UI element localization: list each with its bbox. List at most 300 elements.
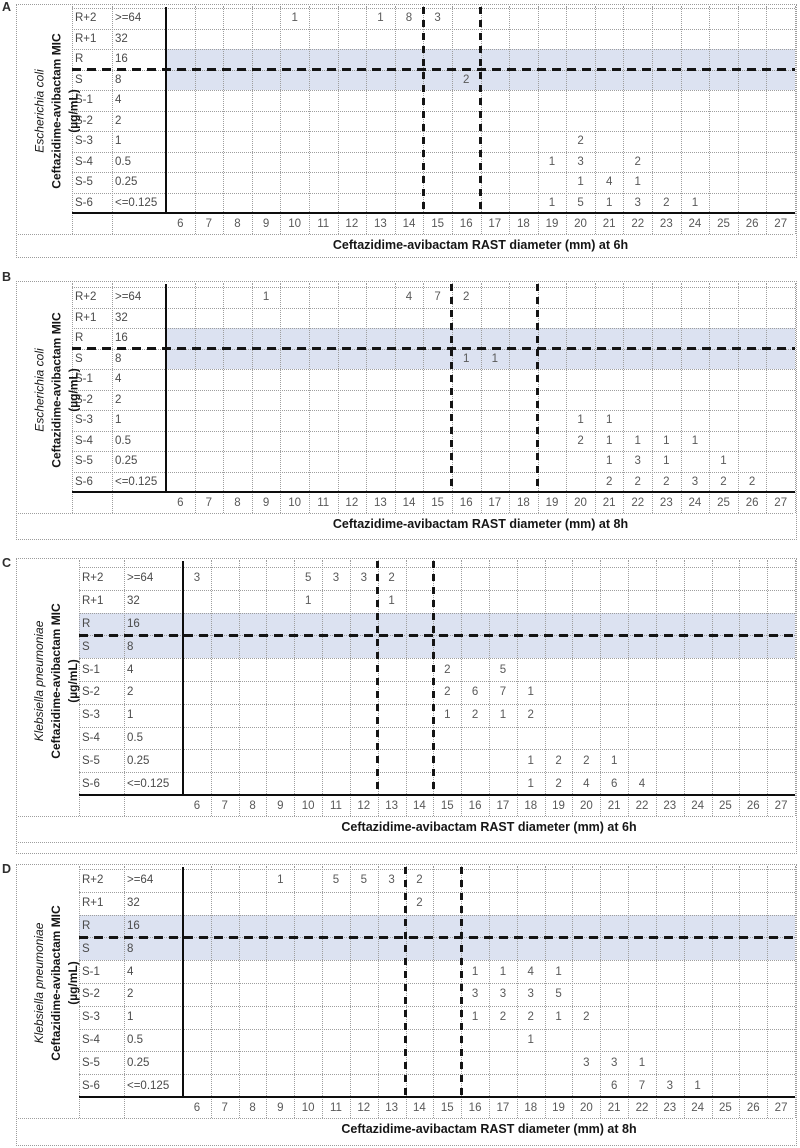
x-tick-label: 17 xyxy=(488,218,502,230)
grid-hline xyxy=(72,390,795,391)
count-cell: 3 xyxy=(527,988,534,1001)
grid-hline xyxy=(79,869,795,870)
row-mic-label: 8 xyxy=(115,73,122,86)
count-cell: 2 xyxy=(577,434,584,447)
grid-hline xyxy=(72,451,795,452)
count-cell: 1 xyxy=(691,196,699,209)
grid-vline xyxy=(280,283,281,513)
row-mic-label: 8 xyxy=(127,640,134,653)
x-tick-label: 22 xyxy=(635,1102,649,1114)
grid-hline xyxy=(72,287,795,288)
count-cell: 1 xyxy=(377,12,384,25)
row-category-label: R xyxy=(82,618,91,630)
row-mic-label: 8 xyxy=(115,352,122,365)
grid-vline xyxy=(366,6,367,234)
x-tick-label: 7 xyxy=(221,800,228,812)
row-category-label: S-4 xyxy=(82,1034,100,1046)
grid-vline xyxy=(795,283,796,513)
row-mic-label: 1 xyxy=(115,414,122,427)
count-cell: 1 xyxy=(462,352,470,365)
grid-vline xyxy=(395,6,396,234)
organism-name: Klebsiella pneumoniae xyxy=(32,922,46,1044)
grid-vline xyxy=(566,283,567,513)
breakpoint-dashed-vline xyxy=(450,284,453,492)
row-mic-label: 4 xyxy=(115,373,122,386)
count-cell: 1 xyxy=(291,12,298,25)
row-category-label: S-2 xyxy=(75,114,93,127)
x-tick-label: 11 xyxy=(330,800,342,812)
row-category-label: S-2 xyxy=(82,988,100,1001)
grid-vline xyxy=(795,560,796,816)
grid-vline xyxy=(211,866,212,1118)
x-tick-label: 14 xyxy=(402,497,416,509)
x-tick-label: 12 xyxy=(345,218,359,230)
x-tick-label: 16 xyxy=(468,800,482,812)
x-tick-label: 12 xyxy=(357,800,371,812)
row-mic-label: <=0.125 xyxy=(127,1079,170,1092)
row-category-label: S-3 xyxy=(75,135,93,148)
row-mic-label: 2 xyxy=(115,114,122,127)
row-mic-label: 8 xyxy=(127,942,134,955)
count-cell: 1 xyxy=(304,595,312,608)
grid-vline xyxy=(406,560,407,816)
x-tick-label: 15 xyxy=(440,800,454,812)
breakpoint-dashed-vline xyxy=(422,7,425,213)
row-category-label: S-4 xyxy=(82,732,100,744)
count-cell: 7 xyxy=(499,686,507,699)
x-tick-label: 14 xyxy=(413,1102,426,1114)
count-cell: 1 xyxy=(527,754,534,767)
x-tick-label: 19 xyxy=(545,218,559,230)
grid-vline xyxy=(739,866,740,1118)
row-mic-label: 32 xyxy=(115,311,128,324)
grid-vline xyxy=(223,6,224,234)
count-cell: 3 xyxy=(360,572,368,585)
count-cell: 2 xyxy=(416,874,423,887)
x-tick-label: 18 xyxy=(516,497,530,509)
grid-vline xyxy=(684,560,685,816)
grid-vline xyxy=(294,866,295,1118)
row-mic-label: 0.5 xyxy=(115,434,131,447)
grid-vline xyxy=(378,866,379,1118)
breakpoint-dashed-hline xyxy=(72,68,795,71)
count-cell: 1 xyxy=(499,965,507,978)
count-cell: 2 xyxy=(444,686,451,699)
row-category-label: S-3 xyxy=(82,1011,100,1024)
count-cell: 1 xyxy=(471,1011,479,1024)
x-axis-line xyxy=(72,491,795,493)
row-category-label: R+2 xyxy=(75,291,97,304)
x-tick-label: 16 xyxy=(459,218,473,230)
count-cell: 2 xyxy=(663,196,670,209)
row-mic-label: 16 xyxy=(127,920,140,932)
x-tick-label: 9 xyxy=(277,1102,284,1114)
grid-vline xyxy=(124,560,125,816)
x-tick-label: 15 xyxy=(431,497,444,509)
grid-vline xyxy=(433,866,434,1118)
grid-hline xyxy=(79,1074,795,1075)
x-tick-label: 25 xyxy=(717,218,730,230)
x-tick-label: 8 xyxy=(234,497,241,509)
y-axis-title-line: Ceftazidime-avibactam MIC xyxy=(49,905,63,1061)
row-mic-label: 16 xyxy=(127,618,140,630)
x-tick-label: 23 xyxy=(659,218,673,230)
x-tick-label: 24 xyxy=(691,1102,705,1114)
x-tick-label: 27 xyxy=(774,1102,788,1114)
grid-vline xyxy=(712,560,713,816)
count-cell: 8 xyxy=(405,12,413,25)
grid-vline xyxy=(366,283,367,513)
grid-vline xyxy=(795,6,796,234)
grid-vline xyxy=(195,283,196,513)
grid-vline xyxy=(795,866,796,1118)
grid-vline xyxy=(712,866,713,1118)
grid-hline xyxy=(72,29,795,30)
row-mic-label: <=0.125 xyxy=(115,475,158,488)
x-tick-label: 7 xyxy=(205,218,213,230)
x-tick-label: 20 xyxy=(579,800,593,812)
grid-vline xyxy=(223,283,224,513)
grid-vline xyxy=(738,6,739,234)
row-category-label: S xyxy=(75,73,83,86)
count-cell: 2 xyxy=(583,1011,590,1024)
x-tick-label: 8 xyxy=(249,800,256,812)
grid-vline xyxy=(395,283,396,513)
y-axis-title xyxy=(31,287,83,492)
y-axis-unit: (µg/mL) xyxy=(66,961,80,1005)
count-cell: 2 xyxy=(499,1011,507,1024)
x-tick-label: 8 xyxy=(234,218,241,230)
count-cell: 4 xyxy=(638,777,646,790)
organism-name: Escherichia coli xyxy=(32,347,46,432)
grid-vline xyxy=(239,866,240,1118)
count-cell: 2 xyxy=(577,135,584,148)
count-cell: 1 xyxy=(527,1034,534,1046)
row-mic-label: >=64 xyxy=(115,291,142,304)
grid-hline xyxy=(79,892,795,893)
row-category-label: R+1 xyxy=(75,311,97,324)
row-category-label: R+2 xyxy=(82,572,104,585)
count-cell: 2 xyxy=(416,897,423,910)
x-tick-label: 11 xyxy=(317,218,330,230)
breakpoint-dashed-vline xyxy=(536,284,539,492)
grid-vline xyxy=(656,560,657,816)
count-cell: 1 xyxy=(262,291,270,304)
count-cell: 3 xyxy=(499,988,507,1001)
y-axis-line xyxy=(165,7,167,213)
row-category-label: S-6 xyxy=(75,196,93,209)
row-category-label: R+1 xyxy=(75,32,97,45)
grid-vline xyxy=(239,560,240,816)
grid-vline xyxy=(481,283,482,513)
x-tick-label: 27 xyxy=(774,218,788,230)
row-mic-label: <=0.125 xyxy=(127,777,170,790)
count-cell: 1 xyxy=(277,874,284,887)
x-tick-label: 20 xyxy=(579,1102,593,1114)
grid-vline xyxy=(767,866,768,1118)
grid-vline xyxy=(350,866,351,1118)
grid-hline xyxy=(72,193,795,194)
count-cell: 2 xyxy=(462,73,470,86)
count-cell: 3 xyxy=(691,475,699,488)
y-axis-title-line: Ceftazidime-avibactam MIC xyxy=(49,603,63,759)
x-tick-label: 9 xyxy=(262,497,270,509)
row-mic-label: 0.25 xyxy=(115,176,138,189)
panel-letter-a: A xyxy=(2,0,12,14)
row-mic-label: <=0.125 xyxy=(115,196,158,209)
x-tick-label: 12 xyxy=(345,497,359,509)
row-category-label: S-4 xyxy=(75,155,93,168)
grid-vline xyxy=(124,866,125,1118)
count-cell: 1 xyxy=(527,686,534,699)
breakpoint-dashed-vline xyxy=(479,7,482,213)
row-mic-label: 16 xyxy=(115,332,128,345)
count-cell: 1 xyxy=(388,595,395,608)
row-category-label: S xyxy=(82,942,90,955)
organism-name: Escherichia coli xyxy=(32,68,46,153)
row-category-label: S-6 xyxy=(82,1079,100,1092)
x-tick-label: 21 xyxy=(607,800,621,812)
row-category-label: R xyxy=(75,53,84,66)
x-tick-label: 20 xyxy=(574,218,587,230)
x-tick-label: 7 xyxy=(205,497,213,509)
x-tick-label: 9 xyxy=(277,800,284,812)
panel-letter-b: B xyxy=(2,270,12,284)
count-cell: 1 xyxy=(605,434,613,447)
row-category-label: S-1 xyxy=(82,663,100,676)
y-axis-title xyxy=(31,8,83,213)
row-mic-label: 1 xyxy=(127,1011,134,1024)
count-cell: 2 xyxy=(605,475,613,488)
row-category-label: S-5 xyxy=(82,754,100,767)
x-tick-label: 21 xyxy=(602,218,616,230)
count-cell: 1 xyxy=(444,709,451,722)
x-tick-label: 19 xyxy=(552,1102,565,1114)
grid-hline xyxy=(79,567,795,568)
grid-vline xyxy=(322,560,323,816)
grid-vline xyxy=(112,6,113,234)
grid-hline xyxy=(72,472,795,473)
count-cell: 3 xyxy=(666,1079,674,1092)
x-tick-label: 18 xyxy=(524,800,538,812)
count-cell: 6 xyxy=(610,777,618,790)
panel-letter-d: D xyxy=(2,862,12,876)
x-tick-label: 25 xyxy=(719,800,732,812)
row-mic-label: 32 xyxy=(127,595,140,608)
grid-vline xyxy=(322,866,323,1118)
row-category-label: R xyxy=(75,332,84,345)
grid-hline xyxy=(72,172,795,173)
grid-vline xyxy=(211,560,212,816)
x-tick-label: 16 xyxy=(468,1102,482,1114)
y-axis-title xyxy=(31,869,83,1097)
grid-vline xyxy=(766,6,767,234)
count-cell: 7 xyxy=(434,291,441,304)
count-cell: 1 xyxy=(555,1011,562,1024)
x-tick-label: 6 xyxy=(177,497,184,509)
row-mic-label: >=64 xyxy=(115,12,142,25)
row-category-label: R+2 xyxy=(82,874,104,887)
x-tick-label: 20 xyxy=(574,497,587,509)
grid-vline xyxy=(766,283,767,513)
x-tick-label: 26 xyxy=(746,800,760,812)
row-category-label: S-5 xyxy=(82,1056,100,1069)
grid-vline xyxy=(423,283,424,513)
row-mic-label: 0.5 xyxy=(127,732,143,744)
y-axis-unit: (µg/mL) xyxy=(66,367,80,412)
x-tick-label: 26 xyxy=(745,218,759,230)
row-mic-label: 0.25 xyxy=(127,754,150,767)
x-tick-label: 10 xyxy=(301,800,315,812)
y-axis-line xyxy=(182,867,184,1097)
count-cell: 3 xyxy=(634,196,641,209)
row-category-label: R+1 xyxy=(82,897,104,910)
row-mic-label: 1 xyxy=(115,135,122,148)
grid-hline xyxy=(72,369,795,370)
row-mic-label: 4 xyxy=(127,663,134,676)
count-cell: 5 xyxy=(555,988,562,1001)
grid-vline xyxy=(266,866,267,1118)
x-tick-label: 23 xyxy=(663,800,677,812)
x-axis-title: Ceftazidime-avibactam RAST diameter (mm) at 8h xyxy=(341,1122,637,1136)
x-tick-label: 10 xyxy=(301,1102,315,1114)
x-tick-label: 7 xyxy=(221,1102,228,1114)
grid-hline xyxy=(79,983,795,984)
y-axis-line xyxy=(165,284,167,492)
x-tick-label: 23 xyxy=(659,497,673,509)
x-tick-label: 9 xyxy=(262,218,270,230)
row-mic-label: >=64 xyxy=(127,874,154,887)
row-category-label: S-3 xyxy=(75,414,93,427)
count-cell: 2 xyxy=(555,754,562,767)
x-tick-label: 26 xyxy=(746,1102,760,1114)
count-cell: 3 xyxy=(193,572,201,585)
row-category-label: S-1 xyxy=(82,965,100,978)
count-cell: 3 xyxy=(610,1056,618,1069)
count-cell: 4 xyxy=(605,176,613,189)
count-cell: 2 xyxy=(527,1011,534,1024)
grid-vline xyxy=(509,6,510,234)
x-axis-line xyxy=(79,1096,795,1098)
row-mic-label: 2 xyxy=(127,988,134,1001)
grid-vline xyxy=(767,560,768,816)
x-tick-label: 15 xyxy=(431,218,444,230)
grid-hline xyxy=(79,915,795,916)
count-cell: 5 xyxy=(499,663,507,676)
count-cell: 2 xyxy=(388,572,395,585)
x-tick-label: 25 xyxy=(717,497,730,509)
x-tick-label: 27 xyxy=(774,800,788,812)
x-tick-label: 10 xyxy=(288,497,302,509)
count-cell: 2 xyxy=(663,475,670,488)
count-cell: 1 xyxy=(577,414,584,427)
count-cell: 1 xyxy=(663,434,670,447)
count-cell: 2 xyxy=(720,475,727,488)
breakpoint-dashed-hline xyxy=(79,634,795,637)
x-tick-label: 21 xyxy=(607,1102,621,1114)
x-tick-label: 11 xyxy=(330,1102,342,1114)
row-category-label: S-1 xyxy=(75,373,93,386)
x-axis-line xyxy=(72,212,795,214)
row-mic-label: 4 xyxy=(115,94,122,107)
count-cell: 1 xyxy=(610,754,618,767)
x-tick-label: 16 xyxy=(459,497,473,509)
grid-hline xyxy=(72,431,795,432)
y-axis-title-line: Ceftazidime-avibactam MIC xyxy=(49,32,63,189)
grid-hline xyxy=(79,613,795,614)
row-mic-label: 0.5 xyxy=(127,1034,143,1046)
x-tick-label: 22 xyxy=(635,800,649,812)
x-tick-label: 12 xyxy=(357,1102,371,1114)
grid-hline xyxy=(79,772,795,773)
x-tick-label: 25 xyxy=(719,1102,732,1114)
grid-hline xyxy=(18,234,793,235)
count-cell: 1 xyxy=(605,455,613,468)
count-cell: 6 xyxy=(471,686,479,699)
x-tick-label: 10 xyxy=(288,218,302,230)
grid-vline xyxy=(572,866,573,1118)
x-tick-label: 21 xyxy=(602,497,616,509)
breakpoint-dashed-vline xyxy=(432,561,435,795)
grid-hline xyxy=(72,49,795,50)
x-tick-label: 14 xyxy=(413,800,426,812)
row-mic-label: 16 xyxy=(115,53,128,66)
x-tick-label: 11 xyxy=(317,497,330,509)
grid-hline xyxy=(72,111,795,112)
y-axis-title-line: Ceftazidime-avibactam MIC xyxy=(49,311,63,468)
grid-hline xyxy=(79,1029,795,1030)
count-cell: 5 xyxy=(304,572,312,585)
x-tick-label: 13 xyxy=(385,1102,399,1114)
row-mic-label: 2 xyxy=(127,686,134,699)
row-category-label: S-5 xyxy=(75,455,93,468)
count-cell: 3 xyxy=(332,572,340,585)
x-tick-label: 17 xyxy=(496,1102,510,1114)
grid-hline xyxy=(18,1118,793,1119)
x-tick-label: 6 xyxy=(193,800,201,812)
x-tick-label: 17 xyxy=(496,800,510,812)
grid-hline xyxy=(72,131,795,132)
row-mic-label: 32 xyxy=(115,32,128,45)
count-cell: 1 xyxy=(634,434,641,447)
count-cell: 2 xyxy=(583,754,590,767)
count-cell: 3 xyxy=(634,455,641,468)
x-tick-label: 6 xyxy=(177,218,184,230)
grid-hline xyxy=(72,328,795,329)
row-mic-label: 32 xyxy=(127,897,140,910)
x-tick-label: 22 xyxy=(631,218,645,230)
grid-vline xyxy=(338,6,339,234)
row-category-label: S-5 xyxy=(75,176,93,189)
grid-vline xyxy=(309,283,310,513)
count-cell: 1 xyxy=(720,455,727,468)
count-cell: 6 xyxy=(610,1079,618,1092)
row-mic-label: >=64 xyxy=(127,572,154,585)
grid-vline xyxy=(280,6,281,234)
y-axis-unit: (µg/mL) xyxy=(66,659,80,703)
count-cell: 5 xyxy=(577,196,584,209)
row-category-label: S-6 xyxy=(82,777,100,790)
grid-hline xyxy=(79,681,795,682)
organism-name: Klebsiella pneumoniae xyxy=(32,620,46,742)
count-cell: 2 xyxy=(527,709,534,722)
grid-vline xyxy=(112,283,113,513)
count-cell: 3 xyxy=(388,874,395,887)
x-tick-label: 13 xyxy=(385,800,399,812)
count-cell: 2 xyxy=(634,155,641,168)
count-cell: 7 xyxy=(638,1079,646,1092)
grid-vline xyxy=(452,6,453,234)
